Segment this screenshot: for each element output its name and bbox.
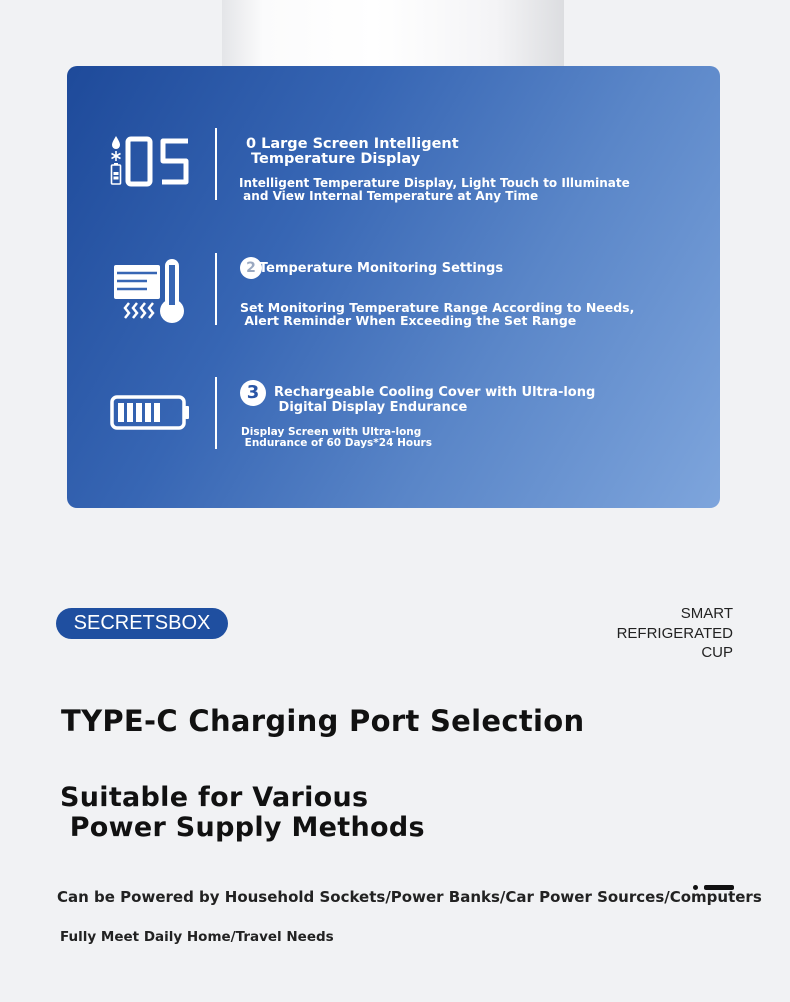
feature-description: Set Monitoring Temperature Range According to Needs, Alert Reminder When Exceeding the Set Range <box>240 300 635 328</box>
feature-number-badge: 2 <box>240 257 262 279</box>
feature-divider <box>215 128 217 200</box>
product-tag: SMART REFRIGERATED CUP <box>616 605 733 661</box>
features-panel <box>67 66 720 508</box>
temperature-display-icon <box>107 128 197 200</box>
section-heading: TYPE-C Charging Port Selection <box>61 704 585 738</box>
feature-divider <box>215 377 217 449</box>
thermometer-icon <box>107 253 197 325</box>
feature-temperature-monitoring <box>67 253 720 328</box>
feature-rechargeable-cover <box>67 377 720 449</box>
brand-badge: SECRETSBOX <box>56 608 228 639</box>
battery-icon <box>107 377 197 449</box>
feature-divider <box>215 253 217 325</box>
cup-product-image <box>222 0 564 70</box>
feature-title: Temperature Monitoring Settings <box>259 261 504 276</box>
usage-needs-text: Fully Meet Daily Home/Travel Needs <box>60 929 334 945</box>
feature-description: Display Screen with Ultra-long Endurance of 60 Days*24 Hours <box>241 426 432 449</box>
power-sources-text: Can be Powered by Household Sockets/Power Banks/Car Power Sources/Computers <box>57 888 762 906</box>
feature-temperature-display <box>67 128 720 203</box>
feature-number-badge: 3 <box>240 380 266 406</box>
section-subheading: Suitable for Various Power Supply Methods <box>60 782 425 843</box>
feature-description: Intelligent Temperature Display, Light Touch to Illuminate and View Internal Temperature at Any Time <box>239 176 630 203</box>
feature-title: 0 Large Screen Intelligent Temperature Display <box>246 136 459 167</box>
feature-title: Rechargeable Cooling Cover with Ultra-long Digital Display Endurance <box>274 385 596 415</box>
